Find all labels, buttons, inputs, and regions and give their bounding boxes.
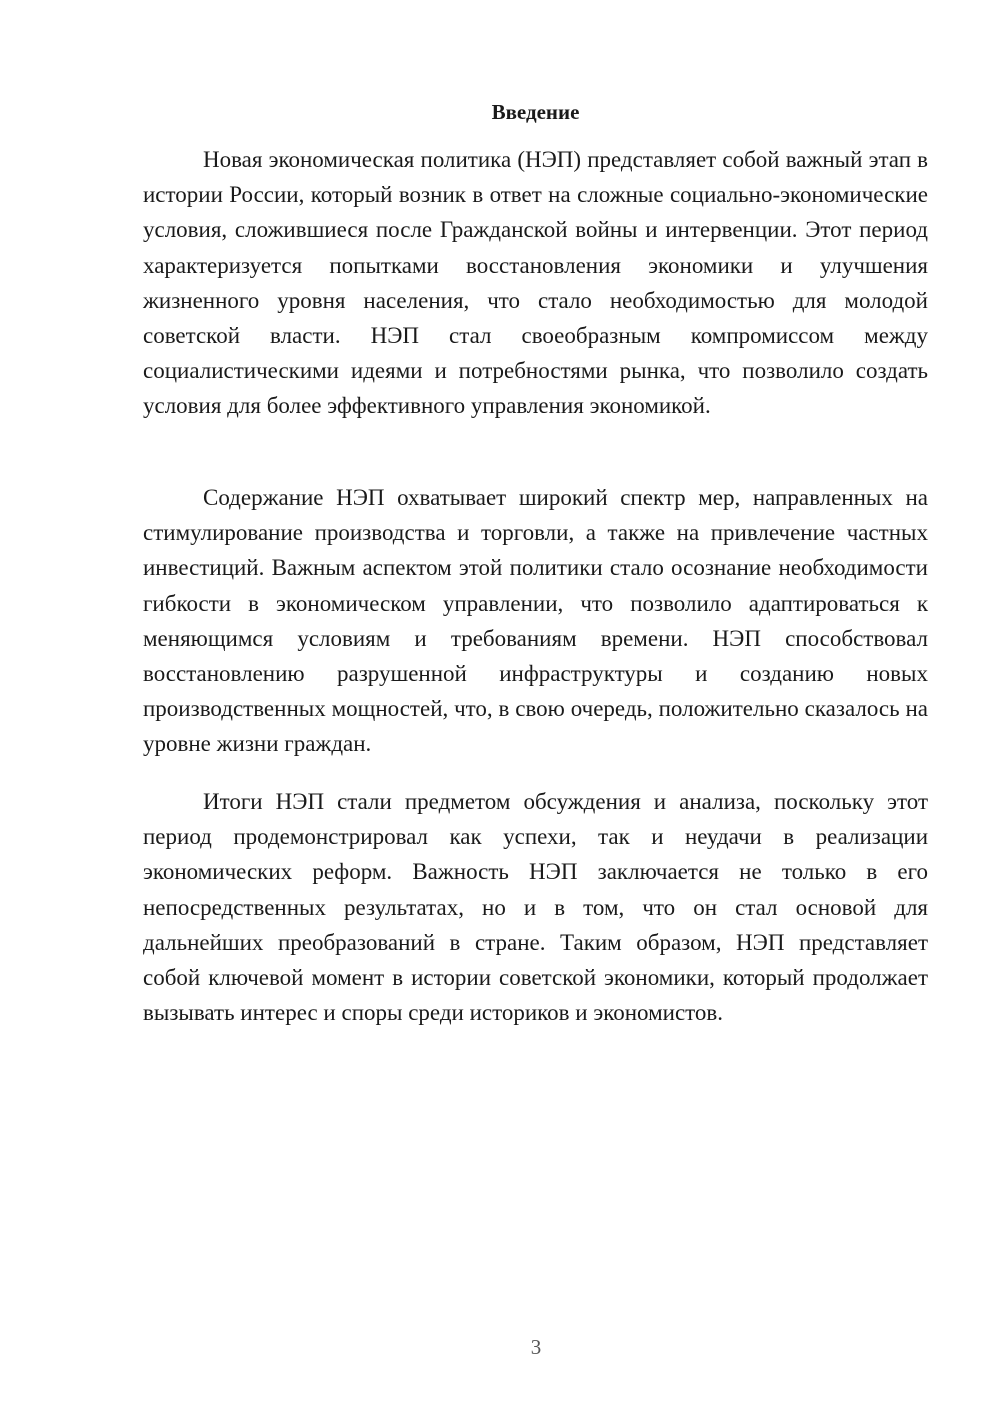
section-heading: Введение bbox=[491, 100, 580, 124]
paragraph-content: Содержание НЭП охватывает широкий спектр мер, направленных на стимулирование производства и торговли, а также на привлечение частных инвестиций. Важным аспектом этой политики стало осознание необходимости гибкости в экономическом управлении, что позволило адаптироваться к меняющимся условиям и требованиям времени. НЭП способствовал восстановлению разрушенной инфраструктуры и созданию новых производственных мощностей, что, в свою очередь, положительно сказалось на уровне жизни граждан. bbox=[143, 485, 928, 757]
paragraph-results: Итоги НЭП стали предметом обсуждения и анализа, поскольку этот период продемонстрировал как успехи, так и неудачи в реализации экономических реформ. Важность НЭП заключается не только в его непосредственных результатах, но и в том, что он стал основой для дальнейших преобразований в стране. Таким образом, НЭП представляет собой ключевой момент в истории советской экономики, который продолжает вызывать интерес и споры среди историков и экономистов. bbox=[143, 789, 928, 1026]
paragraph-intro: Новая экономическая политика (НЭП) представляет собой важный этап в истории России, который возник в ответ на сложные социально-экономические условия, сложившиеся после Гражданской войны и интервенции. Этот период характеризуется попытками восстановления экономики и улучшения жизненного уровня населения, что стало необходимостью для молодой советской власти. НЭП стал своеобразным компромиссом между социалистическими идеями и потребностями рынка, что позволило создать условия для более эффективного управления экономикой. bbox=[143, 147, 928, 419]
page-number: 3 bbox=[530, 1335, 542, 1359]
